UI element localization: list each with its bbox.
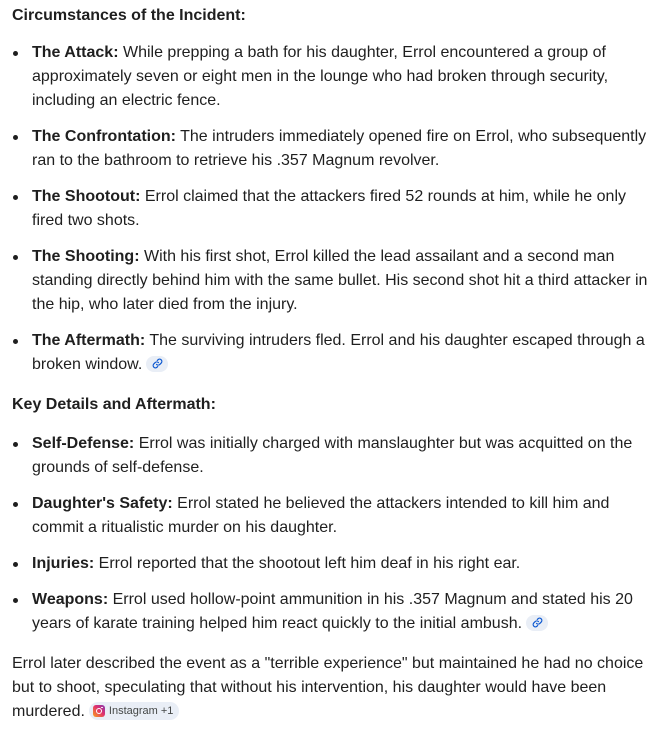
list-item [12,329,648,377]
item-text: With his first shot, Errol killed the lead assailant and a second man standing directly behind him with the same bullet. His second shot hit a third attacker in the hip, who later died from the injury. [32,248,648,313]
list-item [12,41,648,113]
list-item [12,432,648,480]
source-chip-count: +1 [160,704,174,717]
section-heading-circumstances: Circumstances of the Incident: [12,7,246,24]
item-text: While prepping a bath for his daughter, Errol encountered a group of approximately seven or eight men in the lounge who had broken through security, including an electric fence. [32,44,609,109]
item-text: Errol stated he believed the attackers intended to kill him and commit a ritualistic murder on his daughter. [32,495,610,536]
list-item [12,185,648,233]
list-item [12,245,648,317]
item-term: The Aftermath: [32,332,146,349]
item-term: Self-Defense: [32,435,135,452]
item-text: Errol reported that the shootout left him deaf in his right ear. [94,555,521,572]
item-term: The Attack: [32,44,119,61]
citation-link-button[interactable] [146,356,168,372]
list-item [12,552,648,576]
item-text: Errol used hollow-point ammunition in his .357 Magnum and stated his 20 years of karate training helped him react quickly to the initial ambush. [32,591,633,632]
circumstances-list [12,41,648,377]
item-term: Injuries: [32,555,95,572]
item-text: The intruders immediately opened fire on Errol, who subsequently ran to the bathroom to retrieve his .357 Magnum revolver. [32,128,647,169]
item-text: Errol claimed that the attackers fired 52 rounds at him, while he only fired two shots. [32,188,626,229]
section-heading-details: Key Details and Aftermath: [12,396,216,413]
link-icon [152,358,163,369]
source-chip-label: Instagram [108,704,158,717]
item-term: Weapons: [32,591,109,608]
item-term: The Shootout: [32,188,141,205]
item-text: The surviving intruders fled. Errol and his daughter escaped through a broken window. [32,332,645,373]
conclusion-paragraph [12,652,648,724]
details-list [12,432,648,636]
source-chip-button[interactable] [89,702,179,720]
list-item [12,492,648,540]
link-icon [532,617,543,628]
conclusion-text: Errol later described the event as a "terrible experience" but maintained he had no choice but to shoot, speculating that without his intervention, his daughter would have been murdered. [12,655,644,720]
instagram-icon [93,705,105,717]
list-item [12,125,648,173]
item-term: The Shooting: [32,248,140,265]
item-text: Errol was initially charged with manslaughter but was acquitted on the grounds of self-defense. [32,435,633,476]
item-term: The Confrontation: [32,128,176,145]
citation-link-button[interactable] [526,615,548,631]
item-term: Daughter's Safety: [32,495,173,512]
list-item [12,588,648,636]
